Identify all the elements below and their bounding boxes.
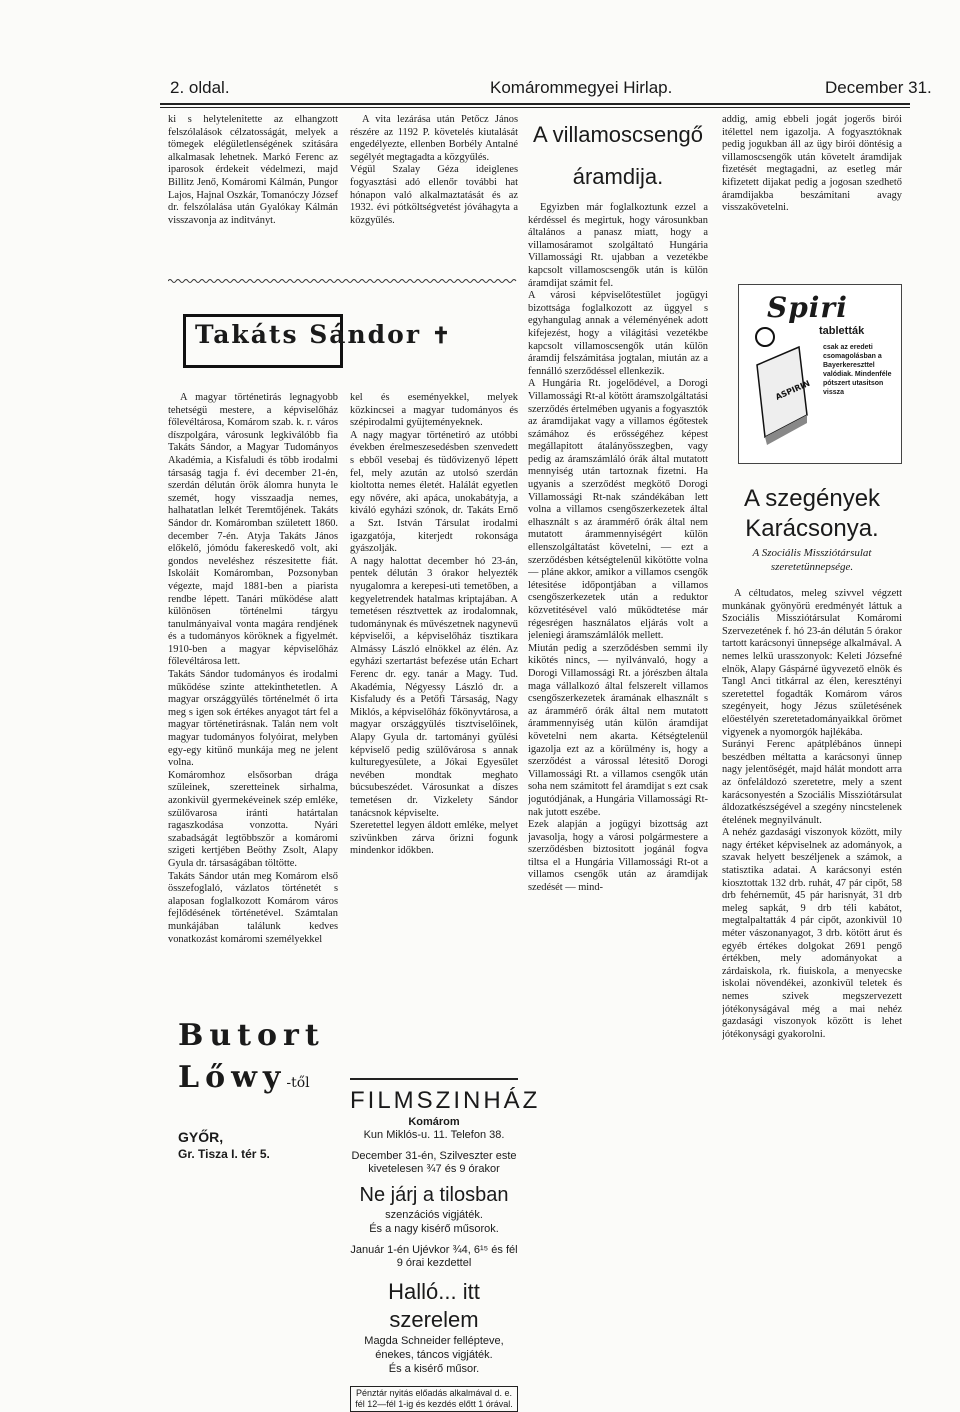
obituary-name: Takáts Sándor [195, 320, 422, 349]
council-report-continued [168, 114, 338, 278]
cinema-title: FILMSZINHÁZ [350, 1087, 541, 1114]
furniture-ad-name: Lőwy [178, 1060, 287, 1095]
christmas-title [722, 484, 902, 544]
electric-bell-article [528, 202, 708, 1292]
electric-bell-text: Egyizben már foglalkoztunk ezzel a kérdéssel és megirtuk, hogy városunkban általános a panasz miatt, hogy a villamosáramot szolgáltató Hungária Villamossági Rt. ujabban a vezetékbe kapcsolt villamoscsengők után is külön áramdijat számit fel. A városi képviselőtestület jogügyi bizottsága foglalkozott az üggyel s egyhangulag annak a véleményének adott kifejezést, hogy a világitási vezetékbe kapcsolt villamoscsengők után külön áramdij felszámitása jogtalan, miután az a fennálló szerződéssel ellenkezik. A Hungária Rt. jogelődével, a Dorogi Villamossági Rt-al kötött áramszolgáltatási szerződés értelmében ugyanis a fogyasztók az áramdijakat vagy a villamos égőtestek számához és erősségéhez képest megállapitott átalányösszegben, vagy pedig az áramszámláló órák által mutatott mennyiség után tartoznak fizetni. Ha ugyanis a szerződést megkötő Dorogi Villamossági Rt-nak szándékában lett volna a villamos csengőszerkezetek által elhasznált s az árammérő órák által nem mutatott árammennyiségért külön ellenszolgáltatást követelni, — ezt a szerződésben kétségtelenül kikötötte volna — pláne akkor, amikor a villamos csengők létesitése időpontjában a villamos csengőszerkezetek után a reduktor közvetitésével való működtetése már régesrégen használatos eljárás volt a jeleniegi áramszámlálók mellett. Miután pedig a szerződésben semmi ily kikötés nincs, — nyilvánvaló, hogy a Dorogi Villamossági Rt. a jórészben általa maga vállalkozó által felszerelt villamos csengőszerkezetek áramának elhasznált s az árammérő órák által nem mutatott árammennyiség után külön áramdijat követelni nem akarta. Kétségtelenül igazolja ezt az a körülmény is, hogy a szerződést a várossal létesitő Dorogi Villamossági Rt. a villamos csengők után soha nem számitott fel áramdijat s ezt csak jogutódjának, a Hungária Villamossági Rt-nak jutott eszébe. Ezek alapján a jogügyi bizottság azt javasolja, hogy a városi polgármestere a szerződésben biztositott jogánál fogva tiltsa el a Hungária Villamossági Rt-ot a villamos csengők után az áramdijak szedését — mind- [528, 202, 708, 894]
christmas-subtitle: A Szociális Missziótársulat szeretetünnepsége. [752, 547, 872, 573]
movie-2-desc: Magda Schneider fellépteve, énekes, táncos vigjáték. [364, 1335, 504, 1361]
movie-2-extra: És a kisérő műsor. [388, 1363, 480, 1375]
furniture-ad-address: Gr. Tisza I. tér 5. [178, 1147, 270, 1161]
issue-date: December 31. [825, 78, 932, 97]
aspirin-pack-image [747, 325, 813, 455]
aspirin-ad [738, 284, 902, 464]
cinema-ad-rule [350, 1078, 518, 1080]
cross-icon: ✝ [431, 323, 453, 349]
aspirin-text: csak az eredeti csomagolásban a Bayerkereszttel valódiak. Mindenféle pótszert utasitson vissza [823, 344, 892, 396]
council-text: ki s helytelenitette az elhangzott felszólalások célzatosságát, melyek a tömegek elégületlenségének szitására alkalmasak lehetnek. Markó Ferenc az iparosok érdekeit védelmezi, majd Billitz Jenő, Komáromi Kálmán, Pungor Lajos, Hajnal Oszkár, Tomanóczy József dr. felszólalása után Gyalókay Kálmán visszavonja az inditványt. [168, 114, 338, 226]
christmas-text: A céltudatos, meleg szivvel végzett munkának gyönyörü eredményét láttuk a Szociális Missziótársulat Komáromi Szervezetének f. hó 23-án délután 5 órakor tartott karácsonyi ünnepsége alkalmával. A nemes lelkü urasszonyok: Keleti Józsefné elnök, Alapy Gáspárné ügyvezető elnök és Tangl Anci titkárral az élen, keresztényi szeretettel fogadták Komárom város szegényeit, hogy Jézus születésének előestélyén szeretetadományaikkal örömet vigyenek a nyomorgók hajlékába. Surányi Ferenc apátplébános ünnepi beszédben méltatta a karácsonyi ünnep nagy jelentőségét, majd hálát mondott arra az önfeláldozó szeretetre, mely a szent karácsonyestén a Szociális Missziótársulat áldozatkészségével a szegény nincstelenek ételének megnyilvánult. A nehéz gazdasági viszonyok között, mily nagy értéket képviselnek az adományok, a szavak helyett beszéljenek a számok, a statisztika adatai. A karácsonyi estén kiosztottak 132 drb. ruhát, 47 pár cipőt, 58 drb fehérneműt, 45 pár harisnyát, 31 drb meleg sapkát, 9 drb téli kabátot, megtalpaltatták 4 pár cipőt, azonkivül 10 méter vászonanyagot, 3 drb. kötött árut és egyéb értékes dolgokat 2691 pengő értékben, mely adományokat a zárdaiskola, rk. fiuiskola, a menyecske iskolai növendékei, azonkivül teletek és nemes szivek megszervezett jótékonyságával még a mai nehéz gazdasági viszonyok között is lehet jótékonysági gyakorolni. [722, 588, 902, 1040]
electric-bell-text-end: addig, amig ebbeli jogát jogerős birói itélettel nem igazolja. A fogyasztóknak pedig jogukban áll az ügy birói döntésig a villamoscsengők után követelt áramdijak fizetését megtagadni, az esetleg már kifizetett dijakat pedig a jogosan szedhető áramdijakba beszámitani avagy visszakövetelni. [722, 114, 902, 214]
movie-2-title: Halló... itt szerelem [388, 1279, 480, 1332]
movie-1-desc: szenzációs vigjáték. [385, 1209, 483, 1221]
furniture-ad-suffix: -től [286, 1075, 310, 1091]
obituary-text-2: kel és eseményekkel, melyek közkincsei a magyar tudományos és szépirodalmi gyüjteményeknek. A nagy magyar történetiró az utóbbi években érelmeszesedésben szenvedett s ebből vesebaj és tüdővizenyő lépett fel, mely azután az utolsó szerdán kioltotta nemes életét. Halálát egyetlen egy nővére, aki apáca, unokabátyja, a kiváló egyházi szónok, dr. Takáts Ernő a Szt. István Társulat irodalmi igazgatója, kiterjedt rokonsága gyászolják. A nagy halottat december hó 23-án, pentek délután 3 órakor helyezték nyugalomra a kerepesi-uti temetőben, a kegyeletrendek hatalmas kriptajában. A temetésen résztvettek az irodalomnak, tudománynak és művészetnek nagynevű képviselői, a képviselőház tisztikara Almássy László elnökkel az élén. Az egyházi szertartást befezése után Echart Ferenc dr. egy. tanár a Magy. Tud. Akadémia, Négyessy László dr. a Kisfaludy és a Petőfi Társaság, Nagy Miklós, a képviselőház főkönyvtárosa, a magyar országgyülés tisztviselőinek, Alapy Gyula dr. tartományi gyülési képviselő pedig szülővárosa s annak kulturegyesülete, a Jókai Egyesület nevében mondtak meghato búcsubeszédet. Városunkat a díszes temetésen dr. Vizkelety Sándor tanácsnok képviselte. Szeretettel legyen áldott emléke, melyet szivünkben zárva őrizni fogunk mindenkor időkben. [350, 392, 518, 857]
electric-bell-article-end [722, 114, 902, 266]
christmas-article [722, 588, 902, 1294]
furniture-ad-line2 [178, 1056, 318, 1105]
furniture-ad-city: GYŐR, [178, 1129, 224, 1145]
wavy-divider [168, 278, 518, 284]
christmas-title-1: A szegények [743, 485, 881, 512]
council-report-end [350, 114, 518, 278]
council-text-end: A vita lezárása után Petőcz János részére az 1192 P. követelés kiutalását engedélyezte, ellenben Borbély Antalné segélyét megtagadta a közgyűlés. Végül Szalay Géza ideiglenes fogyasztási adó ellenőr további hat hónapon való alkalmaztatását és az 1932. évi pótköltségvetést jóváhagyta a közgyűlés. [350, 114, 518, 226]
page-header [160, 78, 932, 102]
cinema-city: Komárom [408, 1116, 460, 1128]
furniture-ad [178, 1016, 325, 1161]
cinema-jan-schedule: Január 1-én Ujévkor ¾4, 6¹⁵ és fél 9 órai kezdettel [350, 1244, 518, 1269]
cinema-address: Kun Miklós-u. 11. Telefon 38. [363, 1129, 505, 1141]
cinema-ad [350, 1078, 541, 1412]
christmas-title-2: Karácsonya. [745, 515, 879, 542]
page-number: 2. oldal. [170, 78, 230, 97]
obituary-text-1: A magyar történetirás legnagyobb tehetségü mestere, a képviselőház főlevéltárosa, Komárom szab. k. r. város díszpolgára, városunk legkiválóbb fia Takáts Sándor, a Magyar Tudományos Akadémia, a Kisfaludi és több irodalmi társaság tagja f. évi december 21-én, szerdán délután örök álomra hunyta le szemét, hogy visszaadja nemes, halhatatlan lelkét Teremtőjének. Takáts Sándor dr. Komáromban született 1860. december 7-én. Atyja Takáts János előkelő, jómódu fakereskedő volt, aki gondos neveléshez részesitette fiát. Iskoláit Komáromban, Pozsonyban végezte, majd 1881-ben a piarista rendbe lépett. Tanári működése alatt különösen történelmi tárgyu tanulmányaival vonta magára rendjének és a tudományos köröknek a figyelmét. 1910-ben a magyar képviselőház főlevéltárosa lett. Takáts Sándor tudományos és irodalmi működése szinte attekinthetetlen. A magyar országgyülés történelmét ő irta meg s igen sok értékes anyagot tárt fel a magyar történetirásnak. Talán nem volt magyar tudományos folyóirat, melyben egy-egy kitünő munkája meg ne jelent volna. Komáromhoz elsősorban drága szüleinek, szeretteinek sirhalma, azonkivül gyermekéveinek szép emléke, szülővarosa iránti határtalan ragaszkodása vonzotta. Nyári szabadságát legtöbbször a komáromi szigeti kertjében Beöthy Zsolt, Alapy Gyula dr. társaságában töltötte. Takáts Sándor után meg Komárom első összefoglaló, vázlatos történetét s alaposan foglalkozott Komárom város fejlődésének történetével. Számtalan munkájában találunk kedves vonatkozást komáromi személyekkel [168, 392, 338, 945]
movie-1-extra: És a nagy kisérő műsorok. [369, 1223, 499, 1235]
cinema-dec-schedule: December 31-én, Szilveszter este kivetelesen ¾7 és 9 órakor [351, 1150, 517, 1175]
aspirin-sub: tabletták [819, 325, 865, 337]
movie-1-title: Ne járj a tilosban [359, 1184, 509, 1206]
electric-bell-title-2: áramdija. [572, 164, 664, 189]
obituary-column-1 [168, 392, 338, 1004]
cinema-box-office: Pénztár nyitás előadás alkalmával d. e. fél 12—fél 1-ig és kezdés előtt 1 órával. [350, 1386, 518, 1412]
electric-bell-title [528, 114, 708, 198]
aspirin-pack-label: ASPIRIN [774, 378, 812, 402]
furniture-ad-line1: Butort [178, 1018, 325, 1053]
header-rule [160, 103, 910, 108]
electric-bell-title-1: A villamoscsengő [533, 122, 703, 147]
obituary-title [195, 320, 452, 349]
paper-name: Komárommegyei Hirlap. [490, 78, 673, 97]
aspirin-logo: Spiri [767, 291, 848, 324]
obituary-column-2 [350, 392, 518, 1070]
